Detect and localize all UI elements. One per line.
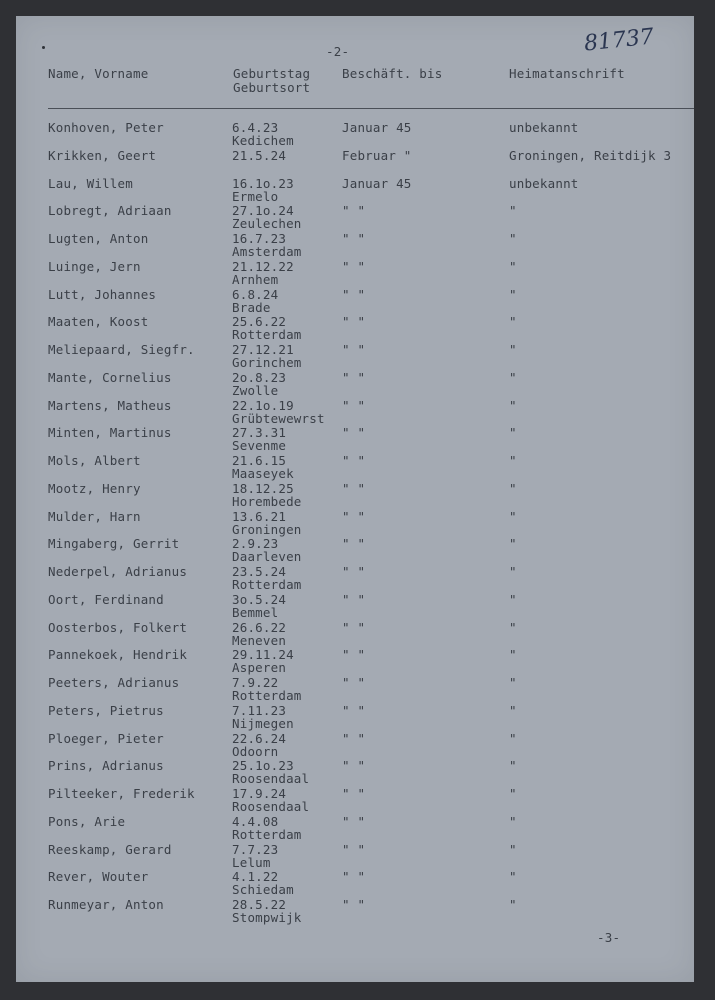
entry-birth-date: 27.3.31	[232, 425, 287, 441]
entry-name: Lau, Willem	[48, 175, 133, 191]
entry-home: "	[509, 397, 517, 413]
entry-birth-place: Asperen	[232, 660, 287, 676]
entry-birth-place: Lelum	[232, 854, 271, 870]
entry-name: Reeskamp, Gerard	[48, 841, 172, 857]
entry-home: "	[509, 675, 517, 690]
entry-birth-place: Rotterdam	[232, 577, 302, 592]
entry-employed: " "	[342, 342, 366, 357]
entry-name: Peters, Pietrus	[48, 702, 164, 718]
header-home: Heimatanschrift	[509, 66, 625, 81]
entry-home: "	[509, 480, 517, 496]
entry-birth-place: Meneven	[232, 632, 287, 648]
entry-birth-date: 26.6.22	[232, 619, 287, 635]
entry-birth-date: 21.5.24	[232, 147, 287, 163]
entry-name: Pannekoek, Hendrik	[48, 647, 188, 663]
header-birth-place: Geburtsort	[233, 80, 311, 95]
archive-mark: 81737	[582, 24, 656, 57]
entry-birth-date: 25.6.22	[232, 314, 287, 330]
entry-birth-place: Kedichem	[232, 133, 294, 148]
entry-birth-date: 13.6.21	[232, 508, 287, 524]
header-rule	[48, 108, 694, 109]
entry-home: "	[509, 591, 517, 607]
entry-name: Martens, Matheus	[48, 397, 172, 413]
entry-employed: " "	[342, 647, 366, 663]
entry-employed: " "	[342, 869, 366, 885]
entry-home: "	[509, 619, 517, 635]
entry-birth-date: 22.1o.19	[232, 397, 294, 413]
entry-employed: Januar 45	[342, 175, 412, 191]
entry-name: Mootz, Henry	[48, 480, 141, 496]
entry-employed: " "	[342, 397, 366, 413]
entry-employed: " "	[342, 508, 366, 524]
entry-employed: " "	[342, 258, 366, 274]
entry-name: Konhoven, Peter	[48, 120, 164, 135]
entry-name: Runmeyar, Anton	[48, 897, 164, 912]
entry-birth-place: Arnhem	[232, 271, 279, 287]
entry-birth-date: 25.1o.23	[232, 758, 294, 774]
entry-name: Mingaberg, Gerrit	[48, 536, 180, 552]
entry-employed: " "	[342, 286, 366, 302]
entry-home: "	[509, 758, 517, 774]
header-employed: Beschäft. bis	[342, 66, 443, 81]
entry-birth-place: Ermelo	[232, 188, 279, 204]
entry-name: Mulder, Harn	[48, 508, 141, 524]
entry-birth-date: 29.11.24	[232, 647, 294, 663]
entry-birth-date: 22.6.24	[232, 730, 287, 746]
entry-birth-place: Zwolle	[232, 382, 279, 398]
entry-name: Lobregt, Adriaan	[48, 203, 172, 219]
entry-employed: " "	[342, 758, 366, 774]
entry-employed: " "	[342, 536, 366, 552]
ink-dot	[42, 46, 45, 49]
entry-name: Lugten, Anton	[48, 231, 149, 246]
entry-birth-place: Odoorn	[232, 743, 279, 759]
entry-home: "	[509, 453, 517, 468]
entry-birth-date: 7.9.22	[232, 675, 279, 690]
entry-name: Ploeger, Pieter	[48, 730, 164, 746]
entry-birth-date: 4.1.22	[232, 869, 279, 885]
entry-employed: " "	[342, 564, 366, 579]
entry-home: "	[509, 258, 517, 274]
entry-employed: " "	[342, 480, 366, 496]
entry-birth-place: Grübtewewrst	[232, 410, 325, 426]
entry-home: unbekannt	[509, 120, 579, 135]
entry-name: Peeters, Adrianus	[48, 675, 180, 690]
entry-employed: " "	[342, 786, 366, 801]
entry-birth-place: Brade	[232, 299, 271, 315]
entry-home: "	[509, 897, 517, 912]
entry-name: Nederpel, Adrianus	[48, 564, 188, 579]
entry-employed: " "	[342, 314, 366, 330]
entry-employed: " "	[342, 813, 366, 829]
entry-home: "	[509, 647, 517, 663]
entry-birth-place: Rotterdam	[232, 688, 302, 703]
entry-birth-place: Groningen	[232, 521, 302, 537]
entry-birth-date: 23.5.24	[232, 564, 287, 579]
entry-name: Oosterbos, Folkert	[48, 619, 188, 635]
entry-name: Mante, Cornelius	[48, 369, 172, 385]
entry-name: Maaten, Koost	[48, 314, 149, 330]
entry-employed: " "	[342, 203, 366, 219]
entry-home: "	[509, 730, 517, 746]
entry-birth-date: 28.5.22	[232, 897, 287, 912]
header-birth-date: Geburtstag	[233, 66, 311, 81]
entry-name: Minten, Martinus	[48, 425, 172, 441]
entry-home: "	[509, 231, 517, 246]
entry-name: Lutt, Johannes	[48, 286, 157, 302]
entry-home: "	[509, 203, 517, 219]
entry-home: "	[509, 425, 517, 441]
entry-birth-date: 2.9.23	[232, 536, 279, 552]
entry-birth-date: 4.4.08	[232, 813, 279, 829]
entry-home: "	[509, 342, 517, 357]
entry-birth-place: Horembede	[232, 493, 302, 509]
entry-name: Pons, Arie	[48, 813, 126, 829]
entry-birth-place: Roosendaal	[232, 771, 310, 787]
entry-birth-date: 27.12.21	[232, 342, 294, 357]
entry-birth-date: 17.9.24	[232, 786, 287, 801]
entry-home: unbekannt	[509, 175, 579, 191]
entry-home: "	[509, 786, 517, 801]
entry-birth-place: Rotterdam	[232, 826, 302, 842]
entry-birth-place: Zeulechen	[232, 216, 302, 232]
entry-home: "	[509, 869, 517, 885]
entry-name: Krikken, Geert	[48, 147, 157, 163]
entry-birth-place: Roosendaal	[232, 799, 310, 814]
header-name: Name, Vorname	[48, 66, 149, 81]
entry-employed: Januar 45	[342, 120, 412, 135]
entry-employed: " "	[342, 619, 366, 635]
entry-birth-date: 7.11.23	[232, 702, 287, 718]
entry-name: Prins, Adrianus	[48, 758, 164, 774]
entry-home: "	[509, 536, 517, 552]
entry-birth-date: 18.12.25	[232, 480, 294, 496]
entry-employed: " "	[342, 425, 366, 441]
entry-name: Oort, Ferdinand	[48, 591, 164, 607]
entry-home: Groningen, Reitdijk 3	[509, 147, 672, 163]
entry-home: "	[509, 564, 517, 579]
entry-birth-date: 6.8.24	[232, 286, 279, 302]
entry-birth-place: Schiedam	[232, 882, 294, 898]
entry-birth-date: 6.4.23	[232, 120, 279, 135]
entry-birth-date: 16.7.23	[232, 231, 287, 246]
entry-birth-date: 2o.8.23	[232, 369, 287, 385]
entry-employed: " "	[342, 841, 366, 857]
entry-employed: " "	[342, 453, 366, 468]
entry-birth-date: 21.6.15	[232, 453, 287, 468]
entry-employed: " "	[342, 675, 366, 690]
entry-birth-date: 27.1o.24	[232, 203, 294, 219]
entry-name: Luinge, Jern	[48, 258, 141, 274]
entry-birth-place: Stompwijk	[232, 910, 302, 925]
entry-home: "	[509, 508, 517, 524]
footer-page-number: -3-	[597, 930, 621, 945]
entry-home: "	[509, 369, 517, 385]
entry-birth-place: Bemmel	[232, 604, 279, 620]
entry-birth-date: 21.12.22	[232, 258, 294, 274]
entry-birth-date: 7.7.23	[232, 841, 279, 857]
entry-home: "	[509, 841, 517, 857]
entry-employed: " "	[342, 369, 366, 385]
page-number: -2-	[326, 44, 350, 59]
entry-birth-date: 3o.5.24	[232, 591, 287, 607]
entry-employed: Februar "	[342, 147, 412, 163]
entry-birth-place: Nijmegen	[232, 715, 294, 731]
entry-employed: " "	[342, 730, 366, 746]
entry-birth-place: Amsterdam	[232, 244, 302, 259]
entry-birth-place: Gorinchem	[232, 355, 302, 370]
entry-birth-place: Maaseyek	[232, 466, 294, 481]
entry-name: Rever, Wouter	[48, 869, 149, 885]
entry-home: "	[509, 286, 517, 302]
entry-name: Pilteeker, Frederik	[48, 786, 195, 801]
entry-birth-place: Sevenme	[232, 438, 287, 454]
entry-name: Meliepaard, Siegfr.	[48, 342, 195, 357]
entry-employed: " "	[342, 231, 366, 246]
entry-birth-date: 16.1o.23	[232, 175, 294, 191]
entry-name: Mols, Albert	[48, 453, 141, 468]
entry-home: "	[509, 702, 517, 718]
entry-home: "	[509, 314, 517, 330]
entry-birth-place: Rotterdam	[232, 327, 302, 343]
entry-employed: " "	[342, 591, 366, 607]
entry-birth-place: Daarleven	[232, 549, 302, 565]
entry-home: "	[509, 813, 517, 829]
entry-employed: " "	[342, 897, 366, 912]
entry-employed: " "	[342, 702, 366, 718]
